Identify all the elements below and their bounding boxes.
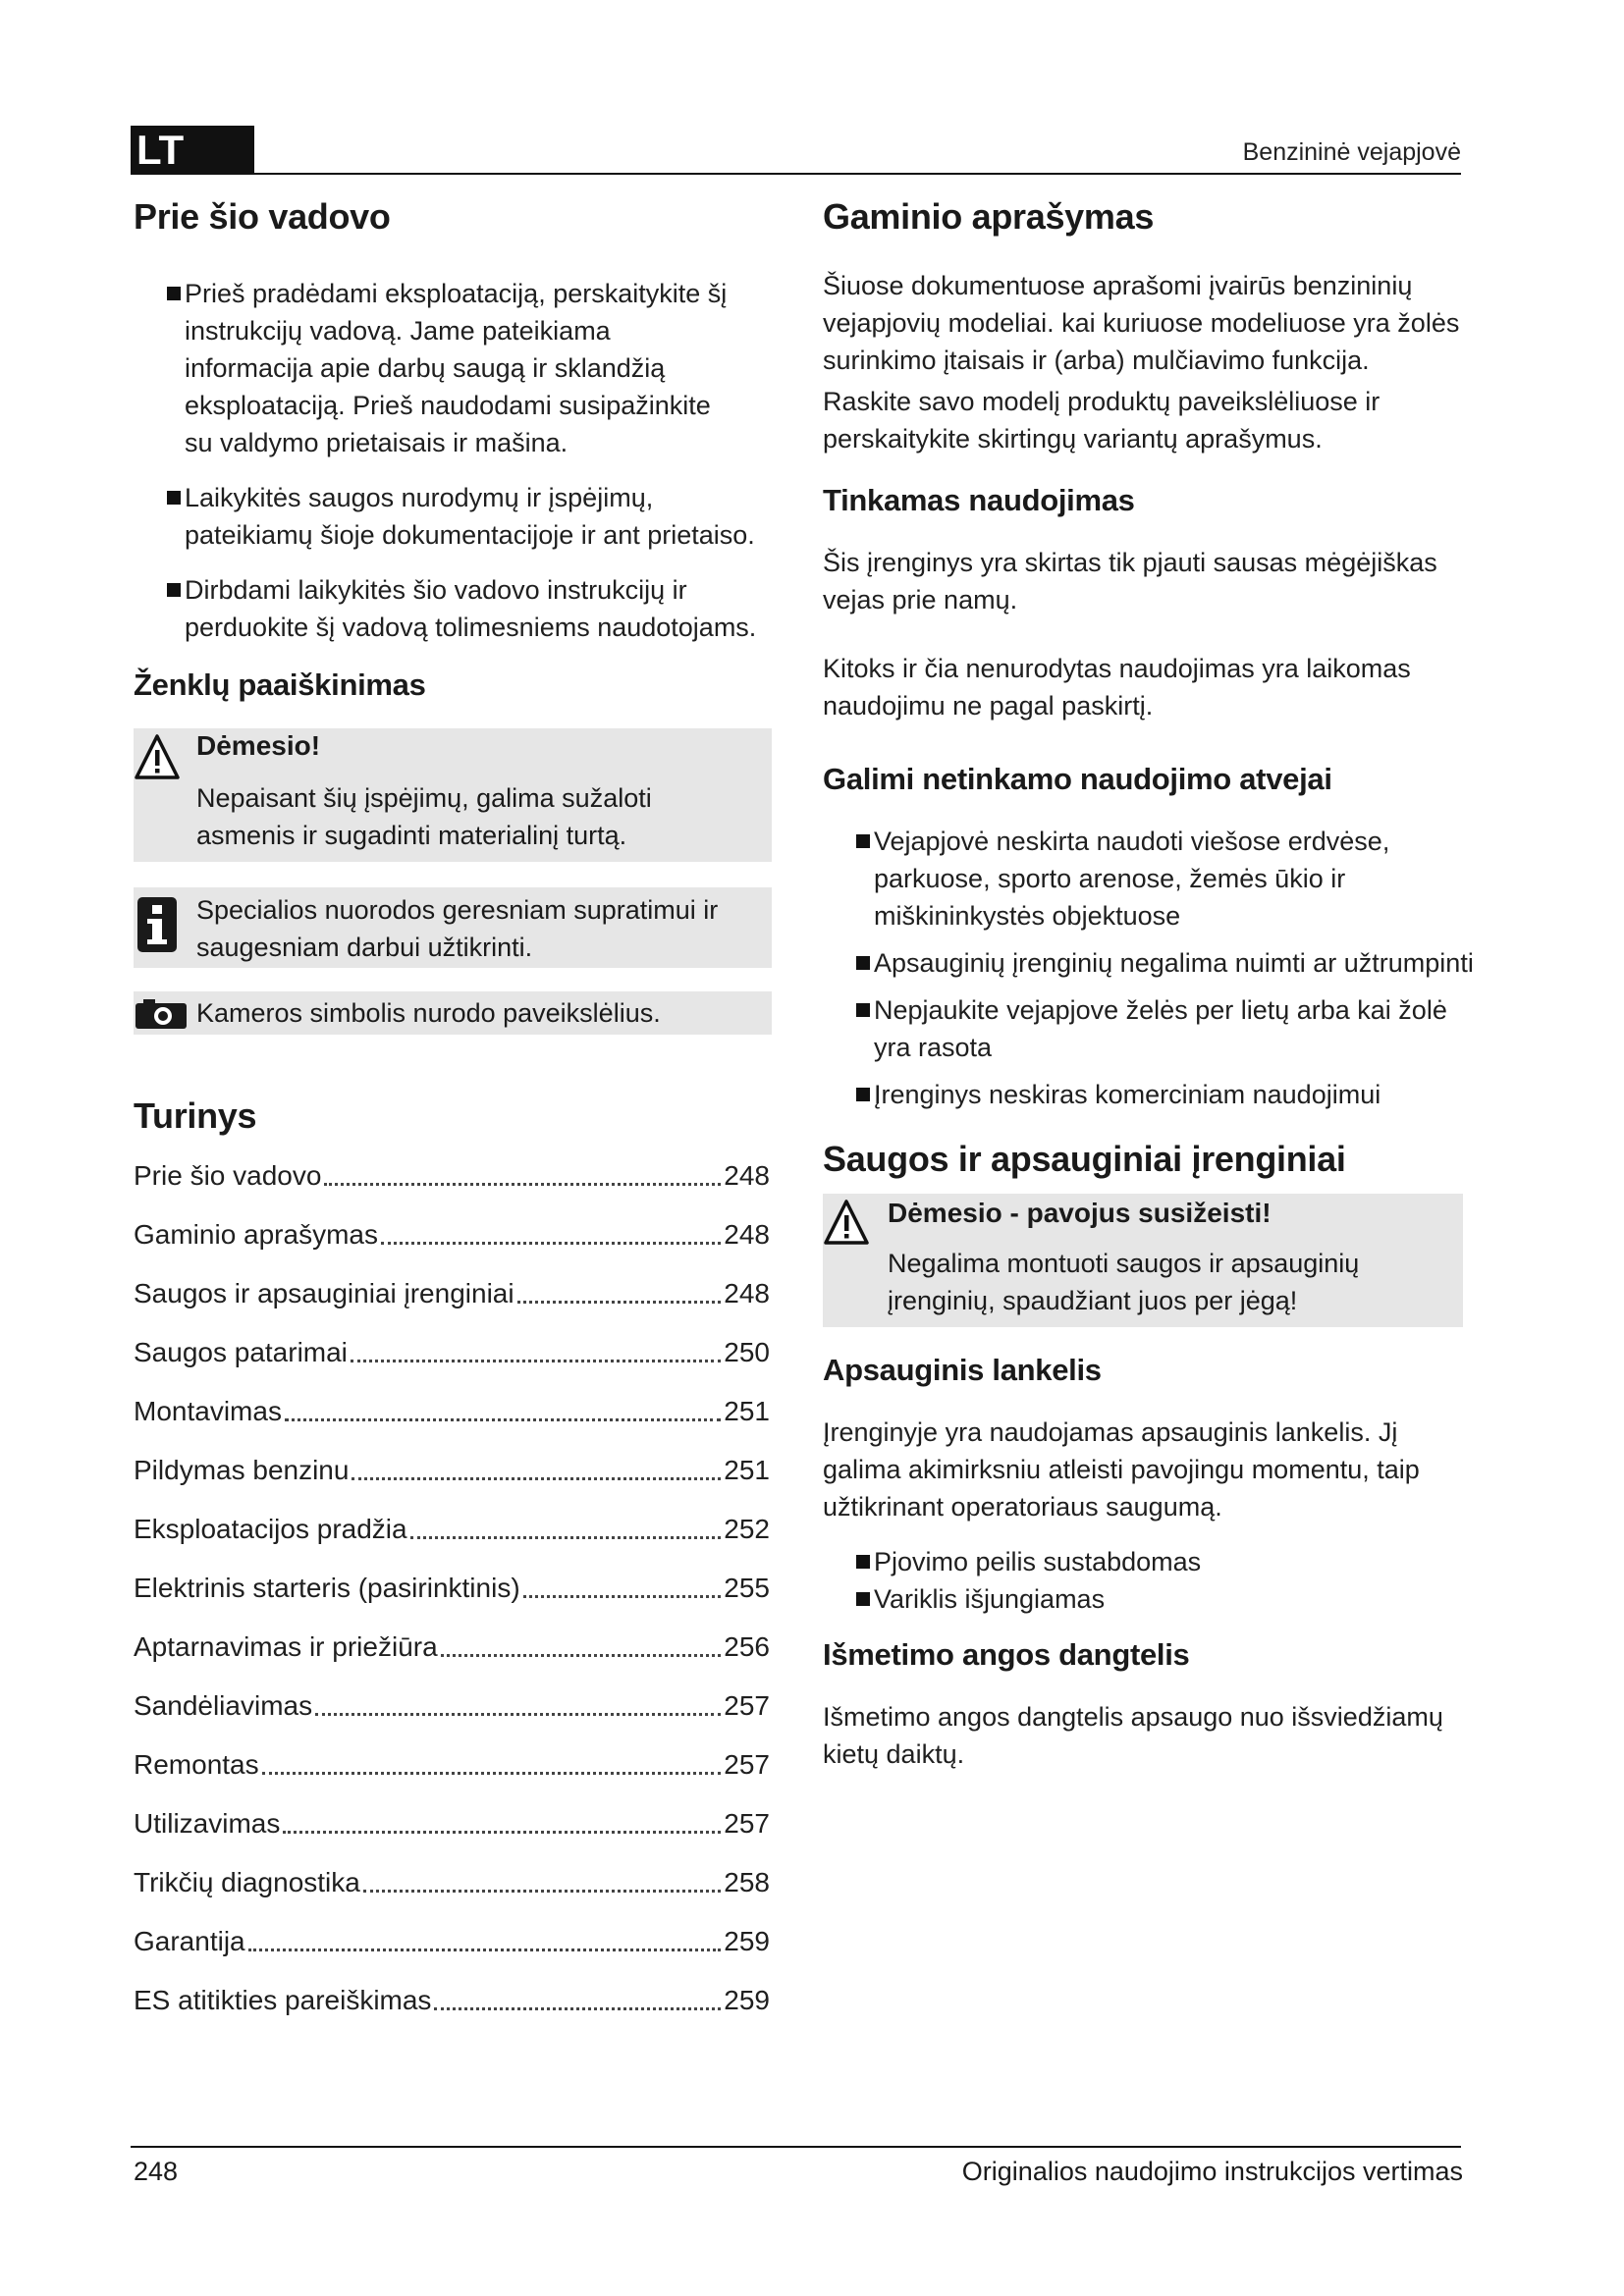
toc-label: Utilizavimas xyxy=(134,1808,281,1839)
toc-leader-dots xyxy=(351,1360,721,1362)
warning-note xyxy=(134,728,772,862)
toc-leader-dots xyxy=(352,1477,721,1480)
toc-leader-dots xyxy=(248,1949,722,1951)
list-item xyxy=(823,991,1500,1066)
list-item-text: Prieš pradėdami eksploataciją, perskaitykite šį instrukcijų vadovą. Jame pateikiama informacija apie darbų saugą ir sklandžią eksploataciją. Prieš naudodami susipažinkite su valdymo prietaisais ir mašina. xyxy=(185,279,728,457)
toc-page-number: 257 xyxy=(724,1749,770,1780)
toc-label: Sandėliavimas xyxy=(134,1690,313,1721)
toc-label: Garantija xyxy=(134,1926,245,1956)
product-heading: Gaminio aprašymas xyxy=(823,196,1155,237)
intended-use-paragraph-2: Kitoks ir čia nenurodytas naudojimas yra laikomas naudojimu ne pagal paskirtį. xyxy=(823,654,1411,721)
toc-label: Remontas xyxy=(134,1749,259,1780)
left-column xyxy=(134,194,770,2018)
toc-page-number: 248 xyxy=(724,1160,770,1191)
toc-row xyxy=(134,1311,770,1370)
product-paragraph-1: Šiuose dokumentuose aprašomi įvairūs benzininių vejapjovių modeliai. kai kuriuose modeliuose yra žolės surinkimo įtaisais ir (arba) mulčiavimo funkcija. xyxy=(823,271,1460,375)
list-item xyxy=(134,571,770,646)
footer-title: Originalios naudojimo instrukcijos vertimas xyxy=(961,2157,1463,2186)
list-item-text: Pjovimo peilis sustabdomas xyxy=(874,1547,1202,1576)
toc-row xyxy=(134,1547,770,1606)
toc-label: Prie šio vadovo xyxy=(134,1160,322,1191)
toc-row xyxy=(134,1253,770,1311)
warning-title: Dėmesio! xyxy=(196,730,321,761)
square-bullet-icon xyxy=(856,1555,870,1569)
toc-label: Montavimas xyxy=(134,1396,282,1426)
toc-page-number: 248 xyxy=(724,1278,770,1308)
toc-row xyxy=(134,1900,770,1959)
list-item xyxy=(823,1076,1500,1113)
footer-rule xyxy=(131,2146,1461,2148)
chute-cover-paragraph: Išmetimo angos dangtelis apsaugo nuo išsviedžiamų kietų daiktų. xyxy=(823,1702,1443,1769)
safety-bar-heading: Apsauginis lankelis xyxy=(823,1353,1102,1387)
safety-devices-heading: Saugos ir apsauginiai įrenginiai xyxy=(823,1139,1346,1179)
toc-row xyxy=(134,1959,770,2018)
danger-title: Dėmesio - pavojus susižeisti! xyxy=(888,1198,1272,1228)
toc-page-number: 259 xyxy=(724,1926,770,1956)
toc-row xyxy=(134,1724,770,1783)
square-bullet-icon xyxy=(856,1592,870,1606)
toc-page-number: 248 xyxy=(724,1219,770,1250)
info-icon xyxy=(137,897,177,952)
square-bullet-icon xyxy=(167,491,181,505)
toc-leader-dots xyxy=(324,1183,721,1186)
language-badge: LT xyxy=(131,126,254,175)
toc-leader-dots xyxy=(441,1654,722,1657)
toc-heading: Turinys xyxy=(134,1095,257,1136)
symbols-heading: Ženklų paaiškinimas xyxy=(134,667,426,702)
danger-note xyxy=(823,1194,1463,1327)
toc-leader-dots xyxy=(315,1713,721,1716)
toc-row xyxy=(134,1488,770,1547)
list-item-text: Įrenginys neskiras komerciniam naudojimui xyxy=(874,1080,1381,1109)
toc-row xyxy=(134,1842,770,1900)
toc-label: Aptarnavimas ir priežiūra xyxy=(134,1631,438,1662)
toc-leader-dots xyxy=(517,1301,722,1304)
toc-label: Elektrinis starteris (pasirinktinis) xyxy=(134,1573,520,1603)
toc-page-number: 257 xyxy=(724,1808,770,1839)
list-item-text: Dirbdami laikykitės šio vadovo instrukcijų ir perduokite šį vadovą tolimesniems naudotojams. xyxy=(185,575,757,642)
list-item xyxy=(823,1543,1500,1580)
toc-label: Pildymas benzinu xyxy=(134,1455,350,1485)
list-item xyxy=(134,275,770,461)
list-item xyxy=(823,823,1500,934)
toc-leader-dots xyxy=(262,1772,722,1775)
list-item xyxy=(134,479,770,554)
toc-label: ES atitikties pareiškimas xyxy=(134,1985,432,2015)
toc-row xyxy=(134,1370,770,1429)
toc-page-number: 256 xyxy=(724,1631,770,1662)
square-bullet-icon xyxy=(856,834,870,848)
toc-page-number: 258 xyxy=(724,1867,770,1897)
square-bullet-icon xyxy=(167,583,181,597)
toc-label: Gaminio aprašymas xyxy=(134,1219,378,1250)
toc-label: Saugos ir apsauginiai įrenginiai xyxy=(134,1278,514,1308)
right-column xyxy=(823,194,1500,1773)
toc-leader-dots xyxy=(363,1890,721,1893)
list-item xyxy=(823,1580,1500,1618)
list-item-text: Laikykitės saugos nurodymų ir įspėjimų, pateikiamų šioje dokumentacijoje ir ant prietaiso. xyxy=(185,483,755,550)
warning-triangle-icon xyxy=(134,732,181,783)
toc-page-number: 250 xyxy=(724,1337,770,1367)
intended-use-paragraph-1: Šis įrenginys yra skirtas tik pjauti sausas mėgėjiškas vejas prie namų. xyxy=(823,548,1437,614)
toc-row xyxy=(134,1606,770,1665)
toc-page-number: 252 xyxy=(724,1514,770,1544)
square-bullet-icon xyxy=(856,1088,870,1101)
info-text: Specialios nuorodos geresniam supratimui ir saugesniam darbui užtikrinti. xyxy=(196,895,719,962)
info-note xyxy=(134,887,772,968)
toc-page-number: 255 xyxy=(724,1573,770,1603)
warning-text: Nepaisant šių įspėjimų, galima sužaloti asmenis ir sugadinti materialinį turtą. xyxy=(196,783,652,850)
toc-row xyxy=(134,1665,770,1724)
toc-label: Saugos patarimai xyxy=(134,1337,348,1367)
safety-bar-list xyxy=(823,1543,1500,1618)
square-bullet-icon xyxy=(856,956,870,970)
toc-leader-dots xyxy=(285,1418,721,1421)
toc-page-number: 257 xyxy=(724,1690,770,1721)
camera-text: Kameros simbolis nurodo paveikslėlius. xyxy=(196,998,661,1028)
header-rule xyxy=(131,173,1461,175)
warning-triangle-icon xyxy=(823,1198,870,1249)
square-bullet-icon xyxy=(856,1003,870,1017)
product-paragraph-2: Raskite savo modelį produktų paveikslėliuose ir perskaitykite skirtingų variantų aprašymus. xyxy=(823,387,1380,454)
list-item xyxy=(823,944,1500,982)
toc-row xyxy=(134,1194,770,1253)
toc-row xyxy=(134,1429,770,1488)
toc-leader-dots xyxy=(381,1242,721,1245)
square-bullet-icon xyxy=(167,287,181,300)
toc-leader-dots xyxy=(523,1595,722,1598)
page-number: 248 xyxy=(134,2157,179,2186)
document-title: Benzininė vejapjovė xyxy=(1242,138,1461,166)
toc-label: Trikčių diagnostika xyxy=(134,1867,360,1897)
list-item-text: Variklis išjungiamas xyxy=(874,1584,1106,1614)
about-heading: Prie šio vadovo xyxy=(134,196,391,237)
intended-use-heading: Tinkamas naudojimas xyxy=(823,483,1135,517)
toc-leader-dots xyxy=(283,1831,721,1834)
camera-icon xyxy=(135,999,187,1029)
toc-label: Eksploatacijos pradžia xyxy=(134,1514,407,1544)
list-item-text: Apsauginių įrenginių negalima nuimti ar užtrumpinti xyxy=(874,948,1474,978)
list-item-text: Vejapjovė neskirta naudoti viešose erdvėse, parkuose, sporto arenose, žemės ūkio ir miškininkystės objektuose xyxy=(874,827,1390,931)
toc-leader-dots xyxy=(434,2007,721,2010)
danger-text: Negalima montuoti saugos ir apsauginių įrenginių, spaudžiant juos per jėgą! xyxy=(888,1249,1360,1315)
misuse-list xyxy=(823,823,1500,1113)
about-list xyxy=(134,275,770,646)
chute-cover-heading: Išmetimo angos dangtelis xyxy=(823,1637,1190,1672)
list-item-text: Nepjaukite vejapjove želės per lietų arba kai žolė yra rasota xyxy=(874,995,1447,1062)
toc-page-number: 251 xyxy=(724,1396,770,1426)
toc-row xyxy=(134,1783,770,1842)
misuse-heading: Galimi netinkamo naudojimo atvejai xyxy=(823,762,1332,796)
table-of-contents xyxy=(134,1135,770,2018)
safety-bar-paragraph: Įrenginyje yra naudojamas apsauginis lankelis. Jį galima akimirksniu atleisti pavojingu momentu, taip užtikrinant operatoriaus saugumą. xyxy=(823,1417,1420,1522)
toc-page-number: 251 xyxy=(724,1455,770,1485)
camera-note xyxy=(134,991,772,1035)
toc-leader-dots xyxy=(410,1536,722,1539)
toc-row xyxy=(134,1135,770,1194)
toc-page-number: 259 xyxy=(724,1985,770,2015)
